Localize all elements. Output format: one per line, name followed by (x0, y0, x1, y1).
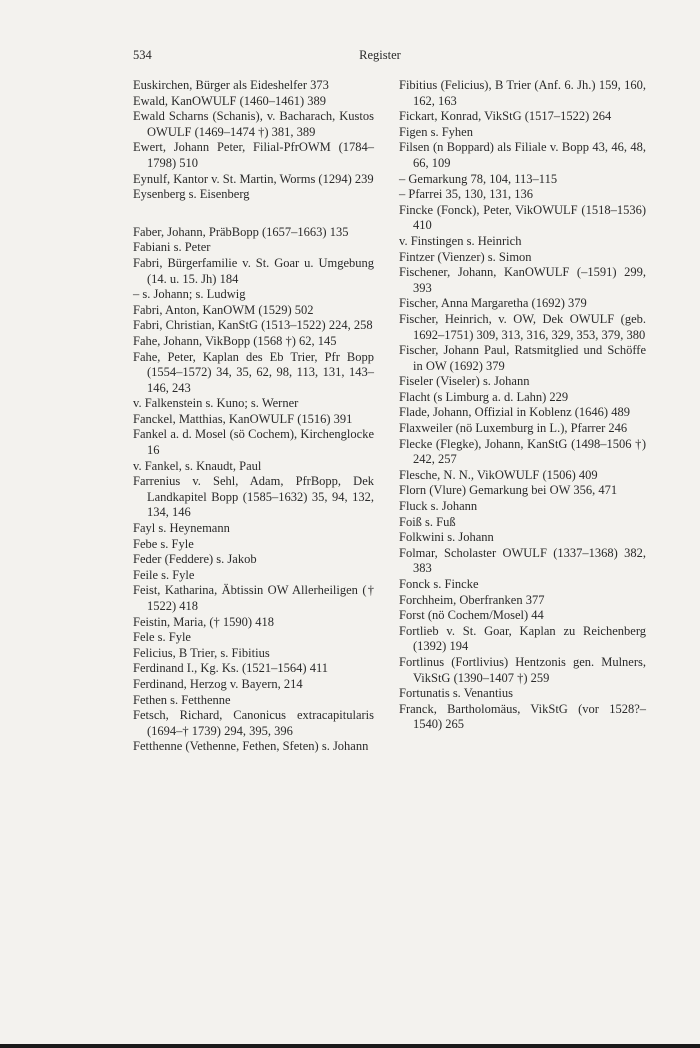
index-entry: Feist, Katharina, Äbtissin OW Allerheiligen († 1522) 418 (133, 583, 374, 613)
index-entry: Flesche, N. N., VikOWULF (1506) 409 (399, 467, 598, 482)
index-entry: Eysenberg s. Eisenberg (133, 187, 250, 202)
right-column (399, 78, 646, 733)
scan-edge (0, 1044, 700, 1048)
index-entry: Fickart, Konrad, VikStG (1517–1522) 264 (399, 109, 612, 124)
index-entry: Fayl s. Heynemann (133, 521, 230, 536)
index-entry: Fortunatis s. Venantius (399, 686, 514, 701)
left-column (133, 78, 374, 755)
index-entry: Euskirchen, Bürger als Eideshelfer 373 (133, 78, 329, 92)
index-entry: Folmar, Scholaster OWULF (1337–1368) 382, 383 (399, 545, 646, 576)
index-entry: Fanckel, Matthias, KanOWULF (1516) 391 (133, 411, 353, 426)
index-entry: Fonck s. Fincke (399, 577, 479, 591)
index-entry: Fankel a. d. Mosel (sö Cochem), Kirchenglocke 16 (133, 427, 374, 458)
index-entry: Fele s. Fyle (133, 630, 191, 645)
index-entry: v. Finstingen s. Heinrich (399, 233, 522, 248)
index-entry: Fischer, Johann Paul, Ratsmitglied und Schöffe in OW (1692) 379 (399, 343, 646, 373)
index-entry: Ferdinand, Herzog v. Bayern, 214 (133, 676, 303, 691)
index-entry: Eynulf, Kantor v. St. Martin, Worms (1294) 239 (133, 171, 374, 186)
index-entry: Fiseler (Viseler) s. Johann (399, 374, 530, 389)
index-entry: Flade, Johann, Offizial in Koblenz (1646) 489 (399, 405, 630, 420)
index-entry: Fischer, Anna Margaretha (1692) 379 (399, 296, 587, 311)
index-entry: Farrenius v. Sehl, Adam, PfrBopp, Dek Landkapitel Bopp (1585–1632) 35, 94, 132, 134, 146 (133, 474, 374, 520)
index-entry: Fortlinus (Fortlivius) Hentzonis gen. Mulners, VikStG (1390–1407 †) 259 (399, 654, 646, 685)
index-entry: Feistin, Maria, († 1590) 418 (133, 614, 274, 629)
index-entry: Flacht (s Limburg a. d. Lahn) 229 (399, 389, 569, 404)
index-entry: Feile s. Fyle (133, 567, 195, 582)
index-entry: Fabri, Bürgerfamilie v. St. Goar u. Umgebung (14. u. 15. Jh) 184 (133, 255, 374, 286)
index-entry: Fabri, Anton, KanOWM (1529) 502 (133, 302, 314, 317)
index-entry: v. Fankel, s. Knaudt, Paul (133, 458, 262, 473)
index-entry: Ewald, KanOWULF (1460–1461) 389 (133, 93, 327, 108)
index-entry: – s. Johann; s. Ludwig (133, 287, 246, 302)
index-entry: Filsen (n Boppard) als Filiale v. Bopp 43, 46, 48, 66, 109 (399, 140, 646, 170)
index-entry: Fintzer (Vienzer) s. Simon (399, 249, 532, 264)
index-entry: Fincke (Fonck), Peter, VikOWULF (1518–1536) 410 (399, 202, 646, 233)
index-entry: Florn (Vlure) Gemarkung bei OW 356, 471 (399, 483, 618, 498)
index-entry: Fahe, Peter, Kaplan des Eb Trier, Pfr Bopp (1554–1572) 34, 35, 62, 98, 113, 131, 143–146, 243 (133, 349, 374, 395)
index-entry: Flecke (Flegke), Johann, KanStG (1498–1506 †) 242, 257 (399, 436, 646, 467)
index-entry: Fetsch, Richard, Canonicus extracapitularis (1694–† 1739) 294, 395, 396 (133, 708, 374, 738)
section-gap (133, 203, 374, 225)
index-entry: Felicius, B Trier, s. Fibitius (133, 645, 270, 660)
index-entry: Folkwini s. Johann (399, 530, 494, 545)
index-entry: Fahe, Johann, VikBopp (1568 †) 62, 145 (133, 333, 337, 348)
index-entry: Fabiani s. Peter (133, 240, 211, 255)
index-entry: Fischer, Heinrich, v. OW, Dek OWULF (geb. 1692–1751) 309, 313, 316, 329, 353, 379, 380 (399, 311, 646, 342)
index-entry: Ewald Scharns (Schanis), v. Bacharach, Kustos OWULF (1469–1474 †) 381, 389 (133, 109, 374, 139)
index-entry: v. Falkenstein s. Kuno; s. Werner (133, 396, 299, 411)
index-entry: Forst (nö Cochem/Mosel) 44 (399, 608, 544, 623)
index-entry: Fabri, Christian, KanStG (1513–1522) 224, 258 (133, 318, 373, 333)
index-entry: Figen s. Fyhen (399, 124, 473, 139)
index-entry: Fibitius (Felicius), B Trier (Anf. 6. Jh.) 159, 160, 162, 163 (399, 78, 646, 108)
page-number: 534 (133, 48, 152, 62)
running-title: Register (359, 48, 401, 62)
index-entry: Ferdinand I., Kg. Ks. (1521–1564) 411 (133, 661, 329, 676)
index-entry: Ewert, Johann Peter, Filial-PfrOWM (1784–1798) 510 (133, 140, 374, 170)
index-entry: – Pfarrei 35, 130, 131, 136 (399, 187, 534, 202)
index-entry: Fluck s. Johann (399, 499, 478, 514)
index-entry: Franck, Bartholomäus, VikStG (vor 1528?–1540) 265 (399, 701, 646, 732)
index-entry: – Gemarkung 78, 104, 113–115 (399, 171, 558, 186)
index-entry: Forchheim, Oberfranken 377 (399, 592, 545, 607)
index-entry: Feder (Feddere) s. Jakob (133, 552, 257, 567)
index-entry: Fischener, Johann, KanOWULF (–1591) 299, 393 (399, 265, 646, 295)
index-entry: Flaxweiler (nö Luxemburg in L.), Pfarrer 246 (399, 421, 628, 436)
index-entry: Faber, Johann, PräbBopp (1657–1663) 135 (133, 224, 349, 239)
index-entry: Fetthenne (Vethenne, Fethen, Sfeten) s. Johann (133, 739, 369, 754)
index-entry: Fortlieb v. St. Goar, Kaplan zu Reichenberg (1392) 194 (399, 623, 646, 654)
index-entry: Fethen s. Fetthenne (133, 692, 231, 707)
index-entry: Foiß s. Fuß (399, 514, 456, 529)
index-entry: Febe s. Fyle (133, 536, 194, 551)
